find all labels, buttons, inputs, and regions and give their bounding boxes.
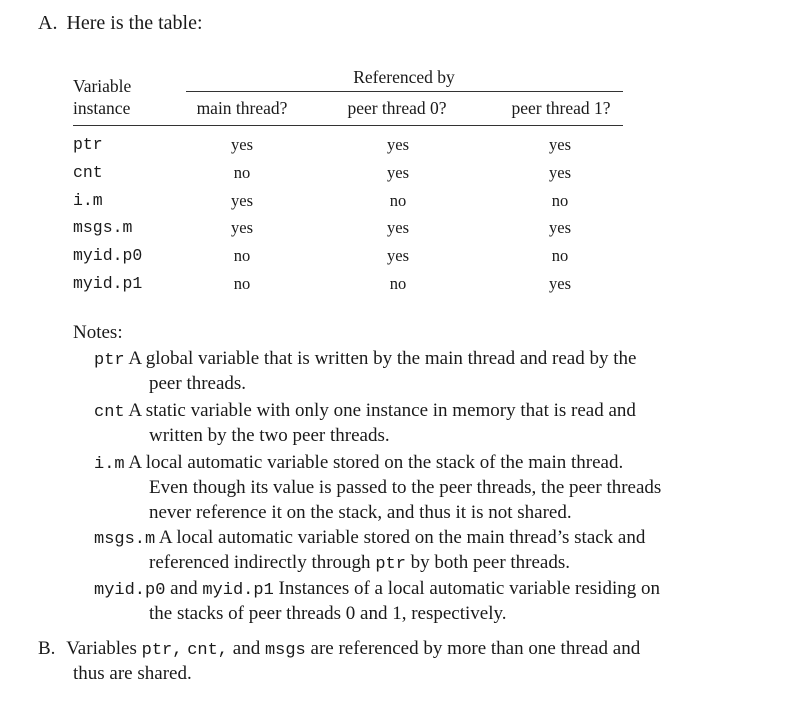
note-im-line2: Even though its value is passed to the peer threads, the peer threads [149,477,662,498]
note-msgs-line2-code: ptr [375,555,406,574]
table-cell: yes [549,163,571,182]
note-msgs-line2-pre: referenced indirectly through [149,552,371,573]
section-b-mid: and [232,638,261,659]
note-myid-term1: myid.p0 [94,581,166,600]
note-msgs-term: msgs.m [94,530,156,549]
note-myid [94,578,660,600]
table-cell: no [551,246,569,265]
note-myid-and: and [170,578,198,599]
notes-heading: Notes: [73,322,123,343]
note-msgs-line2-post: by both peer threads. [410,552,571,573]
table-row-var: i.m [73,191,103,210]
header-variable-line1: Variable [73,76,132,96]
table-row-var: myid.p0 [73,246,143,265]
section-b-pre: Variables [66,638,137,659]
section-a-title: Here is the table: [66,12,203,34]
table-cell: no [233,163,251,182]
section-a-heading [38,12,203,35]
note-msgs-line2 [149,552,570,574]
table-cell: yes [231,191,253,210]
table-cell: yes [549,274,571,293]
note-ptr-line2: peer threads. [149,373,247,394]
note-cnt-line2: written by the two peer threads. [149,425,390,446]
table-cell: yes [387,163,409,182]
table-row-var: myid.p1 [73,274,143,293]
note-im-line3: never reference it on the stack, and thus it is not shared. [149,502,572,523]
note-myid-line2: the stacks of peer threads 0 and 1, respectively. [149,603,507,624]
note-im [94,452,623,474]
table-row-var: cnt [73,163,103,182]
note-ptr-term: ptr [94,351,125,370]
table-cell: no [551,191,569,210]
table-cell: yes [231,218,253,237]
note-cnt-line1: A static variable with only one instance in memory that is read and [128,400,636,421]
section-b-marker: B. [38,638,56,659]
section-b-var-ptr: ptr, [141,641,183,660]
table-cell: yes [387,246,409,265]
section-b-var-cnt: cnt, [187,641,229,660]
header-variable-line2: instance [73,98,131,118]
note-msgs [94,527,645,549]
table-cell: no [389,191,407,210]
table-cell: yes [549,135,571,154]
note-cnt [94,400,636,422]
note-ptr-line1: A global variable that is written by the main thread and read by the [128,348,637,369]
note-cnt-term: cnt [94,403,125,422]
note-ptr [94,348,636,370]
table-cell: yes [231,135,253,154]
section-a-marker: A. [38,12,58,34]
section-b-post: are referenced by more than one thread and [310,638,641,659]
note-im-term: i.m [94,455,125,474]
note-myid-line1: Instances of a local automatic variable residing on [278,578,660,599]
table-cell: yes [387,135,409,154]
table-cell: no [233,246,251,265]
column-header-peer-thread-0: peer thread 0? [347,98,447,118]
header-bottom-rule [73,125,623,126]
note-msgs-line1: A local automatic variable stored on the main thread’s stack and [158,527,646,548]
table-cell: yes [549,218,571,237]
column-header-peer-thread-1: peer thread 1? [511,98,611,118]
section-b-line1 [38,638,640,660]
table-row-var: msgs.m [73,218,133,237]
header-referenced-by: Referenced by [353,67,455,87]
section-b-line2: thus are shared. [73,663,192,684]
note-myid-term2: myid.p1 [202,581,274,600]
table-cell: no [233,274,251,293]
table-row-var: ptr [73,135,103,154]
section-b-var-msgs: msgs [264,641,306,660]
note-im-line1: A local automatic variable stored on the stack of the main thread. [128,452,624,473]
table-cell: no [389,274,407,293]
column-header-main-thread: main thread? [196,98,288,118]
table-cell: yes [387,218,409,237]
header-group-rule [186,91,623,92]
